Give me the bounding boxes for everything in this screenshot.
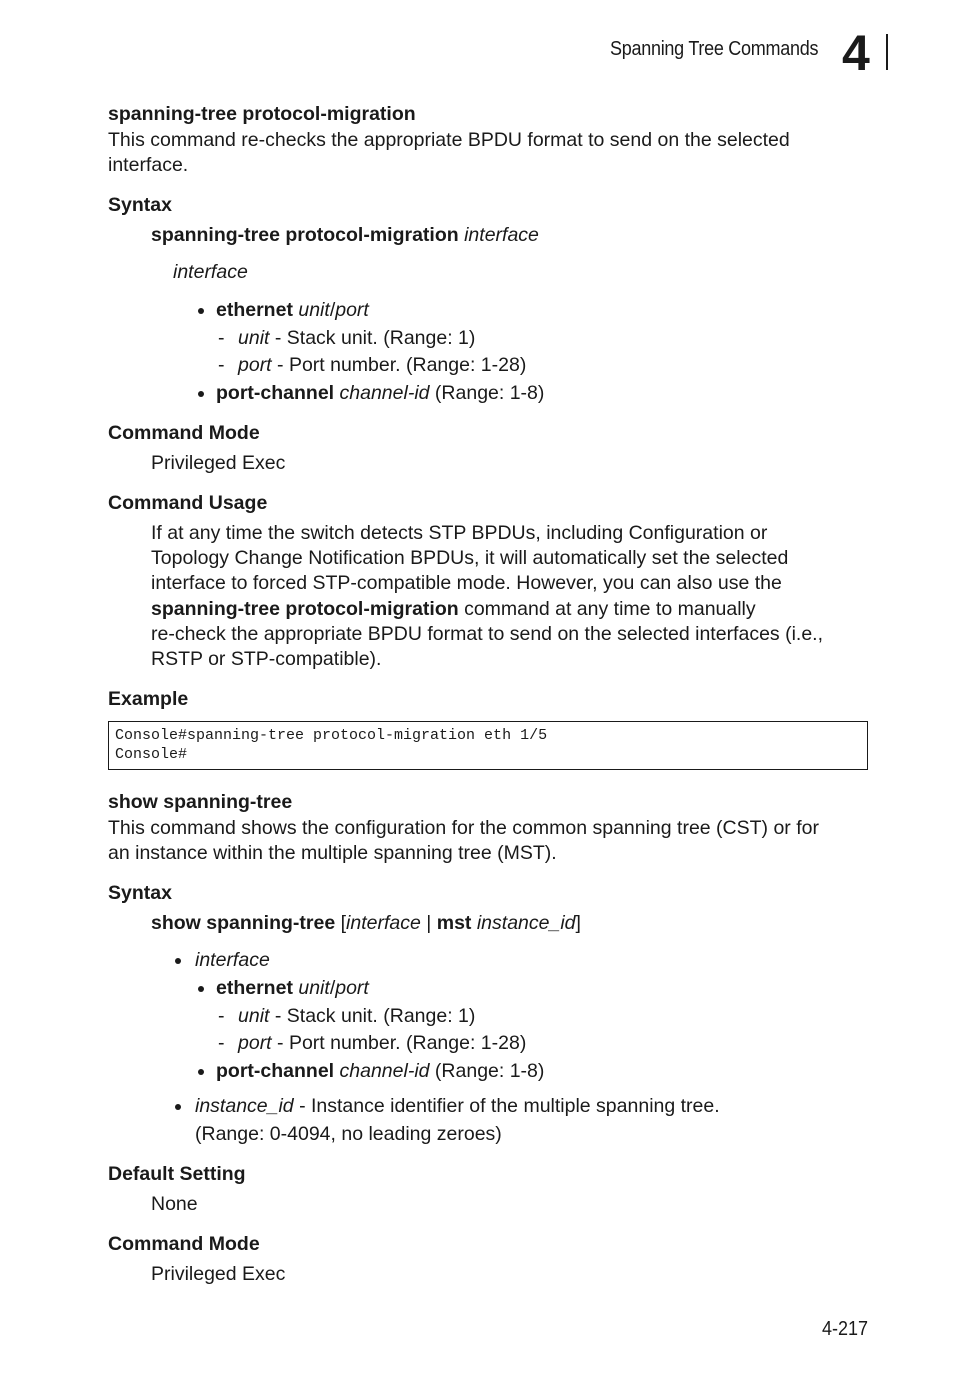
argument: unit bbox=[238, 327, 270, 349]
bullet bbox=[198, 1069, 204, 1075]
syntax-argument: interface bbox=[464, 224, 539, 246]
syntax-heading: Syntax bbox=[108, 882, 172, 904]
section-description-line: interface. bbox=[108, 154, 189, 176]
argument: unit bbox=[298, 299, 330, 321]
list-item-unit bbox=[238, 1004, 475, 1029]
argument: port bbox=[335, 299, 369, 321]
syntax-command: show spanning-tree bbox=[151, 912, 336, 934]
default-setting-heading: Default Setting bbox=[108, 1163, 246, 1185]
code-line: Console# bbox=[115, 746, 188, 763]
sub-dash: - bbox=[218, 354, 225, 376]
keyword: ethernet bbox=[216, 299, 293, 321]
syntax-heading: Syntax bbox=[108, 194, 172, 216]
usage-line: RSTP or STP-compatible). bbox=[151, 648, 382, 670]
command-mode-heading: Command Mode bbox=[108, 422, 260, 444]
command-reference: spanning-tree protocol-migration bbox=[151, 598, 459, 620]
list-item-ethernet bbox=[216, 976, 369, 1001]
instance-range: (Range: 0-4094, no leading zeroes) bbox=[195, 1123, 502, 1145]
chapter-number: 4 bbox=[842, 25, 870, 81]
default-setting-value: None bbox=[151, 1193, 198, 1215]
argument: channel-id bbox=[339, 1060, 430, 1082]
separator: / bbox=[329, 299, 336, 321]
sub-dash: - bbox=[218, 327, 225, 349]
separator: / bbox=[329, 977, 336, 999]
bullet bbox=[198, 986, 204, 992]
list-item-port bbox=[238, 1031, 526, 1056]
command-mode-value: Privileged Exec bbox=[151, 1263, 286, 1285]
argument: port bbox=[238, 1032, 272, 1054]
syntax-line bbox=[151, 911, 581, 936]
separator: | bbox=[420, 912, 437, 934]
sub-dash: - bbox=[218, 1005, 225, 1027]
parameter-name: interface bbox=[173, 261, 248, 283]
list-item-port-channel bbox=[216, 381, 544, 406]
bullet bbox=[175, 958, 181, 964]
usage-line bbox=[151, 597, 756, 622]
argument: instance_id bbox=[195, 1095, 294, 1117]
section-description-line: an instance within the multiple spanning tree (MST). bbox=[108, 842, 557, 864]
argument: port bbox=[335, 977, 369, 999]
usage-line: Topology Change Notification BPDUs, it will automatically set the selected bbox=[151, 547, 789, 569]
description: - Instance identifier of the multiple spanning tree. bbox=[293, 1095, 720, 1117]
command-usage-heading: Command Usage bbox=[108, 492, 268, 514]
section-description-line: This command shows the configuration for the common spanning tree (CST) or for bbox=[108, 817, 819, 839]
syntax-line bbox=[151, 223, 539, 248]
sub-dash: - bbox=[218, 1032, 225, 1054]
list-item-interface: interface bbox=[195, 949, 270, 971]
bracket: ] bbox=[575, 912, 581, 934]
description: - Stack unit. (Range: 1) bbox=[269, 1005, 476, 1027]
bullet bbox=[175, 1104, 181, 1110]
argument: unit bbox=[298, 977, 330, 999]
bullet bbox=[198, 391, 204, 397]
range: (Range: 1-8) bbox=[434, 1060, 545, 1082]
command-mode-heading: Command Mode bbox=[108, 1233, 260, 1255]
usage-line: re-check the appropriate BPDU format to send on the selected interfaces (i.e., bbox=[151, 623, 824, 645]
keyword: port-channel bbox=[216, 382, 335, 404]
list-item-port-channel bbox=[216, 1059, 544, 1084]
keyword: port-channel bbox=[216, 1060, 335, 1082]
list-item-unit bbox=[238, 326, 475, 351]
list-item-instance-id bbox=[195, 1094, 720, 1119]
chapter-rule bbox=[886, 34, 888, 70]
keyword: ethernet bbox=[216, 977, 293, 999]
usage-line: interface to forced STP-compatible mode. However, you can also use the bbox=[151, 572, 782, 594]
argument: interface bbox=[346, 912, 421, 934]
list-item-port bbox=[238, 353, 526, 378]
example-heading: Example bbox=[108, 688, 189, 710]
argument: port bbox=[238, 354, 272, 376]
page-number: 4-217 bbox=[822, 1318, 869, 1340]
code-line: Console#spanning-tree protocol-migration eth 1/5 bbox=[115, 727, 548, 744]
list-item-ethernet bbox=[216, 298, 369, 323]
section-description-line: This command re-checks the appropriate BPDU format to send on the selected bbox=[108, 129, 790, 151]
description: - Stack unit. (Range: 1) bbox=[269, 327, 476, 349]
argument: unit bbox=[238, 1005, 270, 1027]
usage-line: If at any time the switch detects STP BPDUs, including Configuration or bbox=[151, 522, 768, 544]
command-mode-value: Privileged Exec bbox=[151, 452, 286, 474]
description: - Port number. (Range: 1-28) bbox=[271, 1032, 527, 1054]
argument: instance_id bbox=[476, 912, 576, 934]
description: - Port number. (Range: 1-28) bbox=[271, 354, 527, 376]
syntax-command: spanning-tree protocol-migration bbox=[151, 224, 459, 246]
section-title-protocol-migration: spanning-tree protocol-migration bbox=[108, 103, 416, 125]
section-title-show-spanning-tree: show spanning-tree bbox=[108, 791, 293, 813]
range: (Range: 1-8) bbox=[434, 382, 545, 404]
argument: channel-id bbox=[339, 382, 430, 404]
running-header-title: Spanning Tree Commands bbox=[610, 38, 819, 60]
bullet bbox=[198, 308, 204, 314]
keyword: mst bbox=[436, 912, 472, 934]
bracket: [ bbox=[335, 912, 347, 934]
usage-text: command at any time to manually bbox=[458, 598, 756, 620]
